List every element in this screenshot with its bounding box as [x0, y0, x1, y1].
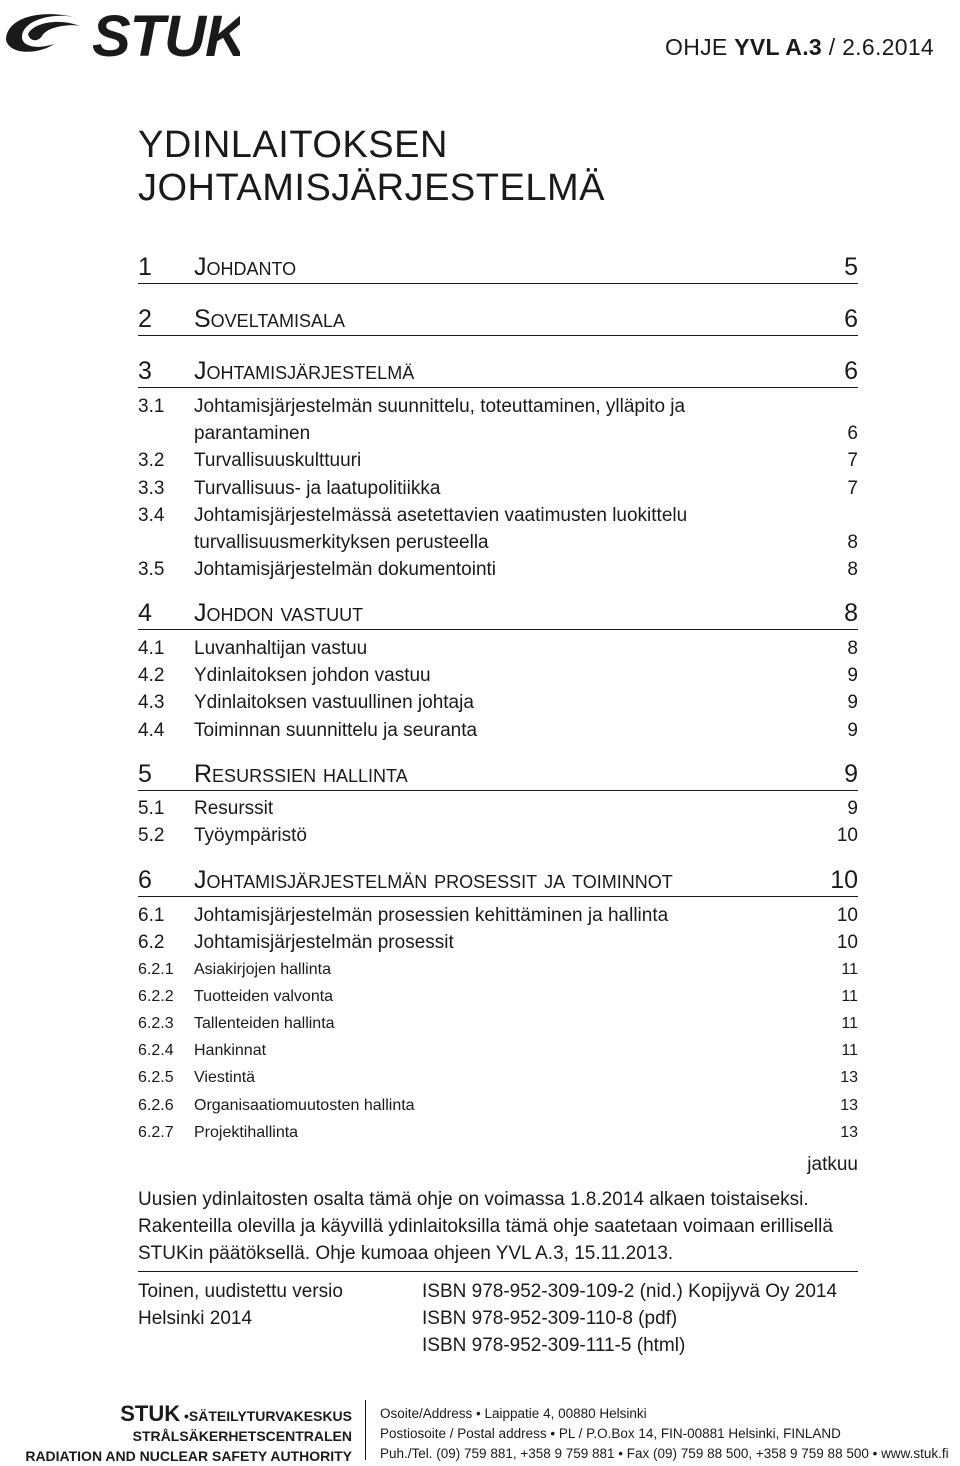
isbn-html: ISBN 978-952-309-111-5 (html) [422, 1335, 686, 1356]
stuk-logo [0, 0, 240, 69]
reference-code: YVL A.3 [734, 34, 822, 60]
toc-chapter[interactable]: 3 Johtamisjärjestelmä 6 [138, 357, 858, 388]
publication-edition [138, 1278, 343, 1332]
reference-prefix: OHJE [665, 34, 735, 60]
note-line-3: STUKin päätöksellä. Ohje kumoaa ohjeen YVL A.3, 15.11.2013. [138, 1243, 674, 1264]
footer-contact [380, 1404, 949, 1464]
validity-note [138, 1186, 858, 1267]
isbn-block [422, 1278, 837, 1359]
title-line-1: YDINLAITOKSEN [138, 124, 448, 166]
stuk-swirl-icon [6, 14, 80, 52]
bullet-icon: • [183, 1408, 189, 1424]
footer-address: Osoite/Address • Laippatie 4, 00880 Helsinki [380, 1406, 647, 1421]
toc-chapter[interactable]: 4 Johdon vastuut 8 [138, 599, 858, 630]
note-line-2: Rakenteilla olevilla ja käyvillä ydinlaitoksilla tämä ohje saatetaan voimaan erillisellä [138, 1216, 833, 1237]
logo-text: STUK [92, 4, 240, 64]
footer-organization [0, 1401, 352, 1466]
note-line-1: Uusien ydinlaitosten osalta tämä ohje on voimassa 1.8.2014 alkaen toistaiseksi. [138, 1189, 809, 1210]
page-title [138, 124, 605, 210]
continues-label: jatkuu [807, 1154, 858, 1175]
title-line-2: JOHTAMISJÄRJESTELMÄ [138, 167, 605, 209]
footer-phone: Puh./Tel. (09) 759 881, +358 9 759 881 • Fax (09) 759 88 500, +358 9 759 88 500 • www.stuk.fi [380, 1446, 949, 1461]
document-reference [665, 34, 934, 61]
toc-chapter[interactable]: 1 Johdanto 5 [138, 253, 858, 284]
footer-org-en: RADIATION AND NUCLEAR SAFETY AUTHORITY [25, 1448, 352, 1464]
toc-chapter[interactable]: 5 Resurssien hallinta 9 [138, 760, 858, 791]
isbn-pdf: ISBN 978-952-309-110-8 (pdf) [422, 1308, 678, 1329]
isbn-print: ISBN 978-952-309-109-2 (nid.) Kopijyvä Oy 2014 [422, 1281, 838, 1302]
toc-chapter[interactable]: 2 Soveltamisala 6 [138, 305, 858, 336]
footer-postal: Postiosoite / Postal address • PL / P.O.Box 14, FIN-00881 Helsinki, FINLAND [380, 1426, 841, 1441]
footer-org-fi: SÄTEILYTURVAKESKUS [188, 1408, 352, 1424]
edition-text: Toinen, uudistettu versio [138, 1281, 343, 1302]
footer-org-sv: STRÅLSÄKERHETSCENTRALEN [132, 1428, 352, 1444]
divider [138, 1271, 858, 1272]
publication-place: Helsinki 2014 [138, 1308, 253, 1329]
footer-stuk: STUK [120, 1401, 181, 1426]
reference-date: / 2.6.2014 [822, 34, 934, 60]
footer-divider [365, 1400, 366, 1460]
toc-chapter[interactable]: 6 Johtamisjärjestelmän prosessit ja toiminnot 10 [138, 866, 858, 897]
